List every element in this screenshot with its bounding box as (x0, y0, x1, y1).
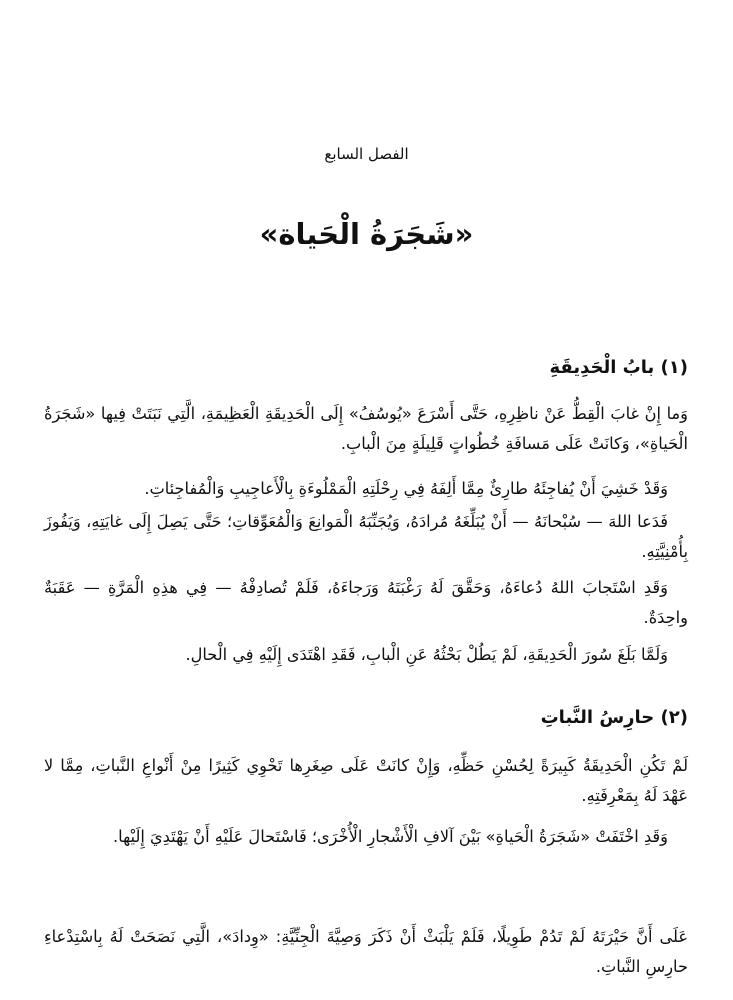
chapter-title: «شَجَرَةُ الْحَياة» (259, 217, 474, 251)
section-heading-2: (٢) حارِسُ النَّباتِ (540, 707, 688, 728)
paragraph: وَما إِنْ غابَ الْقِطُّ عَنْ ناظِرِهِ، حَتَّى أَسْرَعَ «يُوسُفُ» إِلَى الْحَدِيقَةِ الْعَظِيمَةِ، الَّتِي نَبَتَتْ فِيها «شَجَرَةُ الْحَياةِ»، وَكانَتْ عَلَى مَسافَةِ خُطُواتٍ قَلِيلَةٍ مِنَ الْبابِ. (44, 404, 688, 453)
paragraph: عَلَى أَنَّ حَيْرَتَهُ لَمْ تَدُمْ طَوِيلًا، فَلَمْ يَلْبَثْ أَنْ ذَكَرَ وَصِيَّةَ الْجِنِّيَّةِ: «وِدادَ»، الَّتِي نَصَحَتْ لَهُ بِاسْتِدْعاءِ حارِسِ النَّباتِ. (44, 927, 688, 976)
paragraph: وَقَدْ خَشِيَ أَنْ يُفاجِئَهُ طارِئٌ مِمَّا أَلِفَهُ فِي رِحْلَتِهِ الْمَمْلُوءَةِ بِالْأَعاجِيبِ وَالْمُفاجِئاتِ. (144, 479, 668, 498)
chapter-label: الفصل السابع (324, 145, 409, 163)
paragraph: وَقَدِ اسْتَجابَ اللهُ دُعاءَهُ، وَحَقَّقَ لَهُ رَغْبَتَهُ وَرَجاءَهُ، فَلَمْ تُصادِفْهُ — فِي هذِهِ الْمَرَّةِ — عَقَبَةٌ واحِدَةٌ. (44, 578, 688, 627)
paragraph: فَدَعا اللهَ — سُبْحانَهُ — أَنْ يُبَلِّغَهُ مُرادَهُ، وَيُجَنِّبَهُ الْمَوانِعَ وَالْمُعَوِّقاتِ؛ حَتَّى يَصِلَ إِلَى غايَتِهِ، وَيَفُوزَ بِأُمْنِيَّتِهِ. (44, 512, 688, 561)
paragraph: لَمْ تَكُنِ الْحَدِيقَةُ كَبِيرَةً لِحُسْنِ حَظِّهِ، وَإِنْ كانَتْ عَلَى صِغَرِها تَحْوِي كَثِيرًا مِنْ أَنْواعِ النَّباتِ، مِمَّا لا عَهْدَ لَهُ بِمَعْرِفَتِهِ. (44, 756, 688, 805)
paragraph: وَلَمَّا بَلَغَ سُورَ الْحَدِيقَةِ، لَمْ يَطُلْ بَحْثُهُ عَنِ الْبابِ، فَقَدِ اهْتَدَى إِلَيْهِ فِي الْحالِ. (185, 645, 668, 664)
section-heading-1: (١) بابُ الْحَدِيقَةِ (549, 357, 688, 378)
paragraph: وَقَدِ اخْتَفَتْ «شَجَرَةُ الْحَياةِ» بَيْنَ آلافِ الْأَشْجارِ الْأُخْرَى؛ فَاسْتَحالَ عَلَيْهِ أَنْ يَهْتَدِيَ إِلَيْها. (113, 827, 668, 846)
